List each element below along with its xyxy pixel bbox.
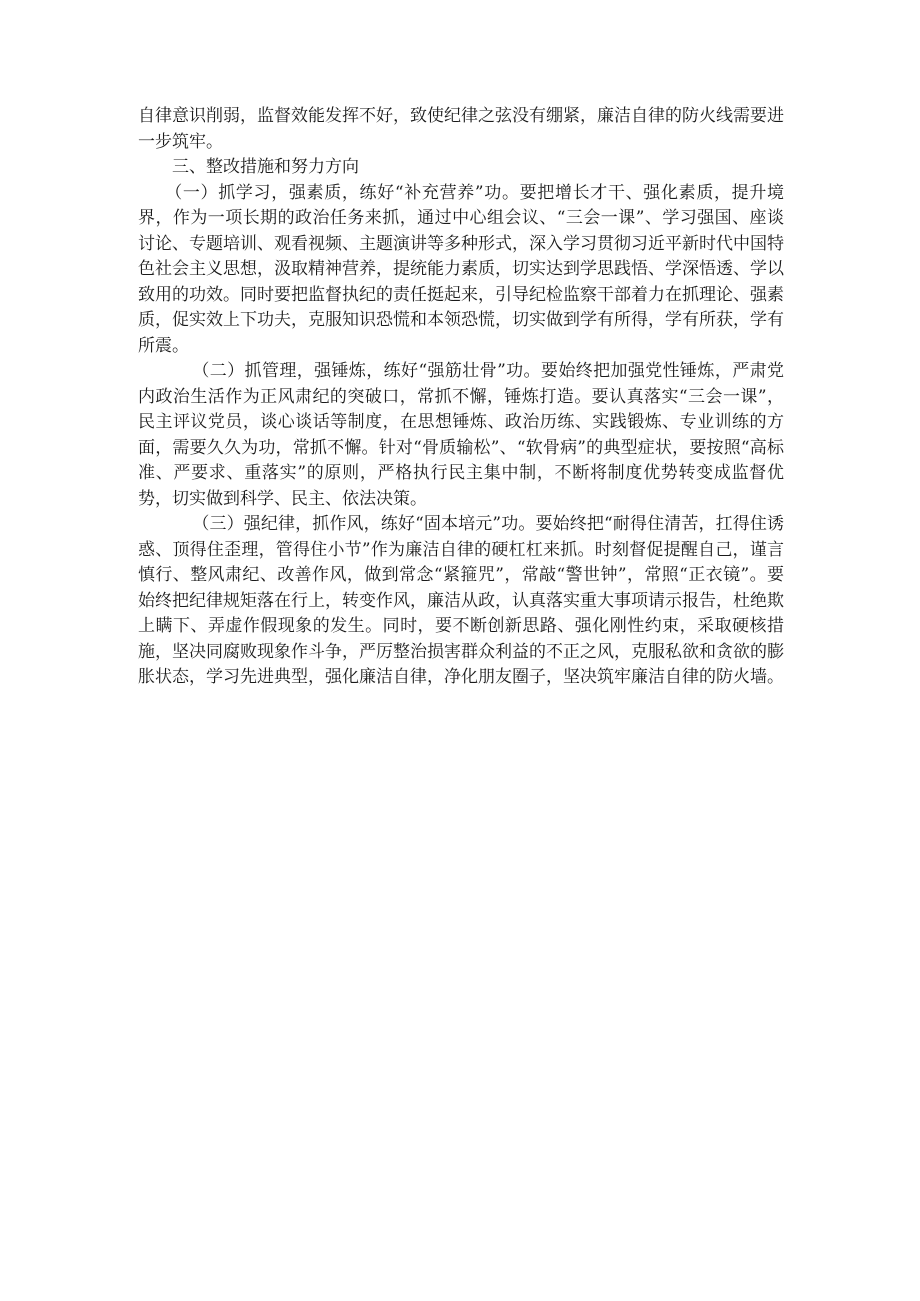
- document-body: [138, 104, 784, 691]
- paragraph-study: （一）抓学习，强素质，练好“补充营养”功。要把增长才干、强化素质，提升境界，作为一项长期的政治任务来抓，通过中心组会议、“三会一课”、学习强国、座谈讨论、专题培训、观看视频、主题演讲等多种形式，深入学习贯彻习近平新时代中国特色社会主义思想，汲取精神营养，提统能力素质，切实达到学思践悟、学深悟透、学以致用的功效。同时要把监督执纪的责任挺起来，引导纪检监察干部着力在抓理论、强素质，促实效上下功夫，克服知识恐慌和本领恐慌，切实做到学有所得，学有所获，学有所震。: [138, 182, 784, 356]
- paragraph-discipline: （三）强纪律，抓作风，练好“固本培元”功。要始终把“耐得住清苦，扛得住诱惑、顶得住歪理，管得住小节”作为廉洁自律的硬杠杠来抓。时刻督促提醒自己，谨言慎行、整风肃纪、改善作风，做到常念“紧箍咒”，常敲“警世钟”，常照“正衣镜”。要始终把纪律规矩落在行上，转变作风，廉洁从政，认真落实重大事项请示报告，杜绝欺上瞒下、弄虚作假现象的发生。同时，要不断创新思路、强化刚性约束，采取硬核措施，坚决同腐败现象作斗争，严厉整治损害群众利益的不正之风，克服私欲和贪欲的膨胀状态，学习先进典型，强化廉洁自律，净化朋友圈子，坚决筑牢廉洁自律的防火墙。: [138, 514, 784, 687]
- paragraph-management: （二）抓管理，强锤炼，练好“强筋壮骨”功。要始终把加强党性锤炼，严肃党内政治生活作为正风肃纪的突破口，常抓不懈，锤炼打造。要认真落实“三会一课”，民主评议党员，谈心谈话等制度，在思想锤炼、政治历练、实践锻炼、专业训练的方面，需要久久为功，常抓不懈。针对“骨质输松”、“软骨病”的典型症状，要按照“高标准、严要求、重落实”的原则，严格执行民主集中制，不断将制度优势转变成监督优势，切实做到科学、民主、依法决策。: [138, 361, 784, 509]
- section-heading: 三、整改措施和努力方向: [172, 157, 359, 177]
- paragraph-continuation: 自律意识削弱，监督效能发挥不好，致使纪律之弦没有绷紧，廉洁自律的防火线需要进一步筑牢。: [138, 106, 784, 152]
